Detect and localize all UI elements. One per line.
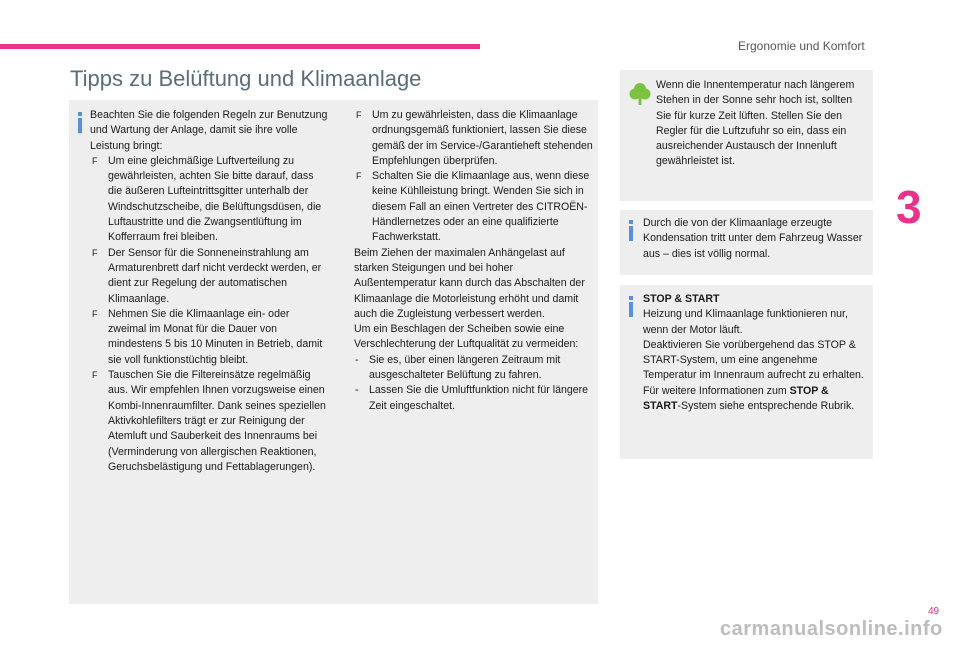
stop-start-note	[643, 292, 868, 414]
eco-note-text: Wenn die Innentemperatur nach längerem Stehen in der Sonne sehr hoch ist, sollten Sie für kurze Zeit lüften. Stellen Sie den Regler für die Luftzufuhr so ein, dass ein ausreichender Austausch der Innenluft gewährleistet ist.	[656, 79, 855, 168]
stop-start-text-2: Deaktivieren Sie vorübergehend das STOP & START-System, um eine angenehme Temperatur im Innenraum aufrecht zu erhalten.	[643, 338, 864, 382]
main-column-2	[354, 108, 594, 414]
list-item: - Lassen Sie die Umluftfunktion nicht für längere Zeit eingeschaltet.	[354, 383, 594, 414]
page-title: Tipps zu Belüftung und Klimaanlage	[70, 66, 422, 91]
list-item: F Um eine gleichmäßige Luftverteilung zu gewährleisten, achten Sie bitte darauf, dass die äußeren Lufteintrittsgitter unterhalb der Windschutzscheibe, die Belüftungsdüsen, die Luftaustritte und die Zwangsentlüftung im Kofferraum frei bleiben.	[90, 154, 330, 246]
condensation-note-text: Durch die von der Klimaanlage erzeugte Kondensation tritt unter dem Fahrzeug Wasser aus – dies ist völlig normal.	[643, 217, 863, 260]
eco-leaf-icon	[629, 82, 651, 106]
list-item: F Schalten Sie die Klimaanlage aus, wenn diese keine Kühlleistung bringt. Wenden Sie sich in diesem Fall an einen Vertreter des CITROËN-Händlernetzes oder an eine qualifizierte Fachwerkstatt.	[354, 169, 594, 245]
list-item: F Tauschen Sie die Filtereinsätze regelmäßig aus. Wir empfehlen Ihnen vorzugsweise einen Kombi-Innenraumfilter. Dank seines speziellen Aktivkohlefilters trägt er zur Reinigung der Atemluft und Sauberkeit des Innenraums bei (Verminderung von allergischen Reaktionen, Geruchsbelästigung und Fettablagerungen).	[90, 368, 330, 475]
page-number: 49	[928, 606, 940, 617]
chapter-number: 3	[896, 181, 922, 233]
stop-start-text-3-suffix: -System siehe entsprechende Rubrik.	[677, 400, 855, 413]
watermark: carmanualsonline.info	[720, 618, 943, 640]
header-accent-bar	[0, 44, 480, 49]
stop-start-text-3	[643, 384, 868, 415]
main-column-1	[90, 108, 330, 475]
fogging-paragraph: Um ein Beschlagen der Scheiben sowie eine Verschlechterung der Luftqualität zu vermeiden:	[354, 323, 579, 351]
stop-start-text-1: Heizung und Klimaanlage funktionieren nur, wenn der Motor läuft.	[643, 308, 848, 336]
stop-start-text-3-bold: STOP & START	[643, 384, 829, 413]
list-item: - Sie es, über einen längeren Zeitraum mit ausgeschalteter Belüftung zu fahren.	[354, 353, 594, 384]
section-title: Ergonomie und Komfort	[738, 39, 865, 53]
stop-start-heading: STOP & START	[643, 293, 720, 305]
intro-text: Beachten Sie die folgenden Regeln zur Benutzung und Wartung der Anlage, damit sie ihre volle Leistung bringt:	[90, 109, 328, 152]
list-item: F Der Sensor für die Sonneneinstrahlung am Armaturenbrett darf nicht verdeckt werden, er dient zur Regelung der automatischen Klimaanlage.	[90, 246, 330, 307]
list-item: F Nehmen Sie die Klimaanlage ein- oder zweimal im Monat für die Dauer von mindestens 5 bis 10 Minuten in Betrieb, damit sie voll funktionstüchtig bleibt.	[90, 307, 330, 368]
towing-paragraph: Beim Ziehen der maximalen Anhängelast auf starken Steigungen und bei hoher Außentemperatur kann durch das Abschalten der Klimaanlage die Motorleistung erhöht und damit auch die Zugleistung verbessert werden.	[354, 246, 585, 320]
stop-start-text-3-prefix: Für weitere Informationen zum	[643, 384, 790, 397]
list-item: F Um zu gewährleisten, dass die Klimaanlage ordnungsgemäß funktioniert, lassen Sie diese gemäß der im Service-/Garantieheft stehenden Empfehlungen überprüfen.	[354, 108, 594, 169]
